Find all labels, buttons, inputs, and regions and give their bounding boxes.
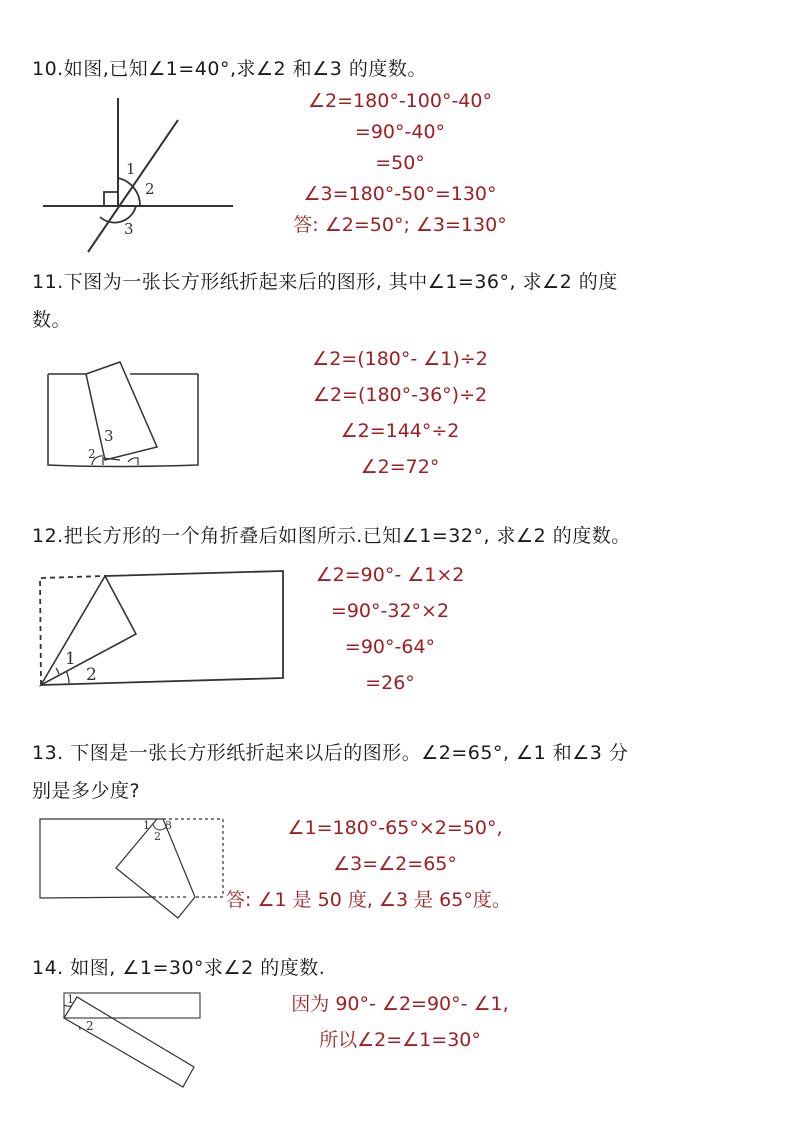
answer-line: ∠2=(180°- ∠1)÷2 xyxy=(312,348,488,370)
problem-14-answer xyxy=(270,986,530,1058)
question-line: 11.下图为一张长方形纸折起来后的图形, 其中∠1=36°, 求∠2 的度 xyxy=(32,271,618,293)
angle-label: 2 xyxy=(154,830,161,843)
answer-line: 答: ∠2=50°; ∠3=130° xyxy=(293,214,507,236)
answer-line: =26° xyxy=(365,672,415,694)
answer-line: ∠3=180°-50°=130° xyxy=(303,183,497,205)
angle-label: 1 xyxy=(143,819,150,832)
answer-line: 答: ∠1 是 50 度, ∠3 是 65°度。 xyxy=(226,889,511,911)
answer-line: ∠2=144°÷2 xyxy=(340,420,460,442)
question-line: 13. 下图是一张长方形纸折起来以后的图形。∠2=65°, ∠1 和∠3 分 xyxy=(32,742,629,764)
angle-label: 1 xyxy=(65,649,76,669)
answer-line: 所以∠2=∠1=30° xyxy=(319,1029,481,1051)
angle-label: 1 xyxy=(126,160,136,178)
question-line: 10.如图,已知∠1=40°,求∠2 和∠3 的度数。 xyxy=(32,58,427,80)
answer-line: =90°-40° xyxy=(354,121,446,143)
answer-line: ∠2=72° xyxy=(360,456,440,478)
angle-label: 3 xyxy=(124,220,134,238)
answer-line: =90°-32°×2 xyxy=(330,600,450,622)
angle-label: 2 xyxy=(86,665,97,685)
angle-label: 2 xyxy=(145,180,155,198)
angle-label: 2 xyxy=(88,447,96,461)
question-line: 14. 如图, ∠1=30°求∠2 的度数. xyxy=(32,957,326,979)
answer-line: ∠3=∠2=65° xyxy=(333,853,457,875)
answer-line: ∠2=180°-100°-40° xyxy=(308,90,492,112)
question-line: 别是多少度? xyxy=(32,780,141,802)
answer-line: =90°-64° xyxy=(344,636,436,658)
question-line: 数。 xyxy=(32,309,72,331)
answer-line: 因为 90°- ∠2=90°- ∠1, xyxy=(291,993,509,1015)
angle-label: 3 xyxy=(104,427,114,445)
answer-line: ∠2=(180°-36°)÷2 xyxy=(312,384,488,406)
answer-line: ∠1=180°-65°×2=50°, xyxy=(287,817,503,839)
angle-label: 3 xyxy=(165,819,172,832)
answer-line: =50° xyxy=(375,152,425,174)
answer-line: ∠2=90°- ∠1×2 xyxy=(315,564,465,586)
angle-label: 2 xyxy=(86,1019,94,1033)
question-line: 12.把长方形的一个角折叠后如图所示.已知∠1=32°, 求∠2 的度数。 xyxy=(32,525,631,547)
angle-label: 1 xyxy=(67,993,74,1006)
